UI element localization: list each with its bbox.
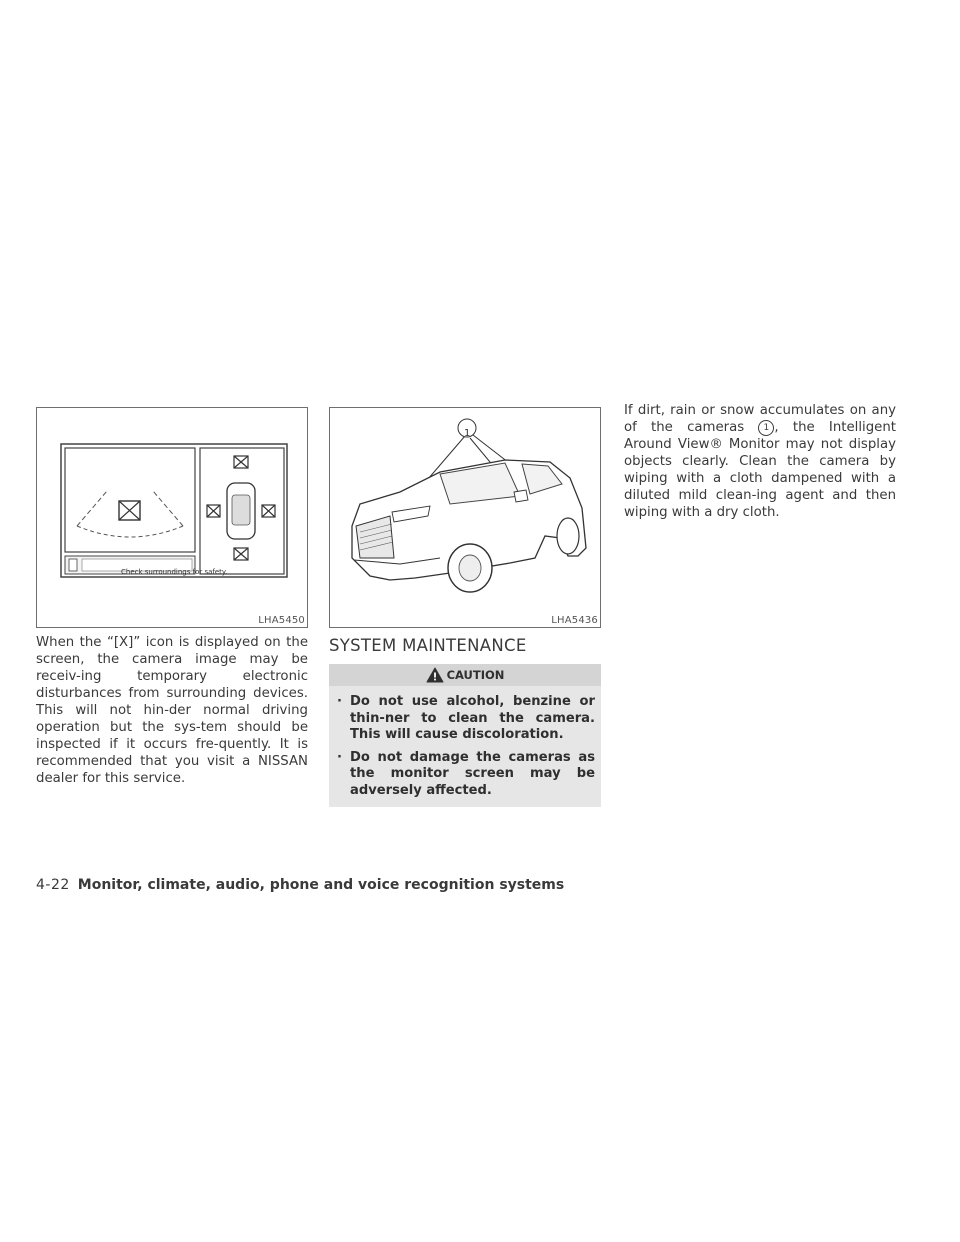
monitor-screen-illustration bbox=[37, 408, 307, 627]
chapter-title: Monitor, climate, audio, phone and voice recognition systems bbox=[77, 877, 565, 893]
paragraph-start: If dirt, rain or snow accumulates on any of the cameras bbox=[624, 403, 896, 435]
page-number: 4-22 bbox=[36, 877, 70, 893]
callout-number: 1 bbox=[464, 428, 471, 439]
camera-cleaning-paragraph bbox=[624, 402, 896, 521]
screen-message: Check surroundings for safety. bbox=[121, 568, 228, 576]
caution-list bbox=[329, 686, 601, 807]
caution-header bbox=[329, 664, 601, 686]
paragraph-end: , the Intelligent Around View® Monitor may not display objects clearly. Clean the camera by wiping with a cloth dampened with a diluted mild clean-ing agent and then wiping with a dry cloth. bbox=[624, 420, 896, 520]
caution-item-text: Do not use alcohol, benzine or thin-ner to clean the camera. This will cause discoloration. bbox=[350, 694, 595, 742]
caution-box bbox=[329, 664, 601, 807]
warning-triangle-icon bbox=[426, 667, 444, 683]
circled-number-1: 1 bbox=[758, 420, 774, 436]
caution-item bbox=[335, 750, 595, 800]
figure-code: LHA5436 bbox=[551, 615, 598, 626]
vehicle-illustration bbox=[330, 408, 600, 627]
caution-label: CAUTION bbox=[446, 668, 505, 682]
bullet-icon: · bbox=[337, 694, 342, 709]
icon-disturbance-paragraph: When the “[X]” icon is displayed on the screen, the camera image may be receiv-ing temporary electronic disturbances from surrounding devices. This will not hin-der normal driving operation but the sys-tem should be inspected if it occurs fre-quently. It is recommended that you visit a NISSAN dealer for this service. bbox=[36, 635, 308, 786]
figure-code: LHA5450 bbox=[258, 615, 305, 626]
caution-item bbox=[335, 694, 595, 744]
figure-monitor-screen bbox=[36, 407, 308, 628]
figure-vehicle-cameras bbox=[329, 407, 601, 628]
bullet-icon: · bbox=[337, 749, 342, 765]
caution-item-text: Do not damage the cameras as the monitor screen may be adversely affected. bbox=[350, 749, 595, 798]
page-footer bbox=[36, 877, 564, 893]
section-title: SYSTEM MAINTENANCE bbox=[329, 636, 527, 655]
